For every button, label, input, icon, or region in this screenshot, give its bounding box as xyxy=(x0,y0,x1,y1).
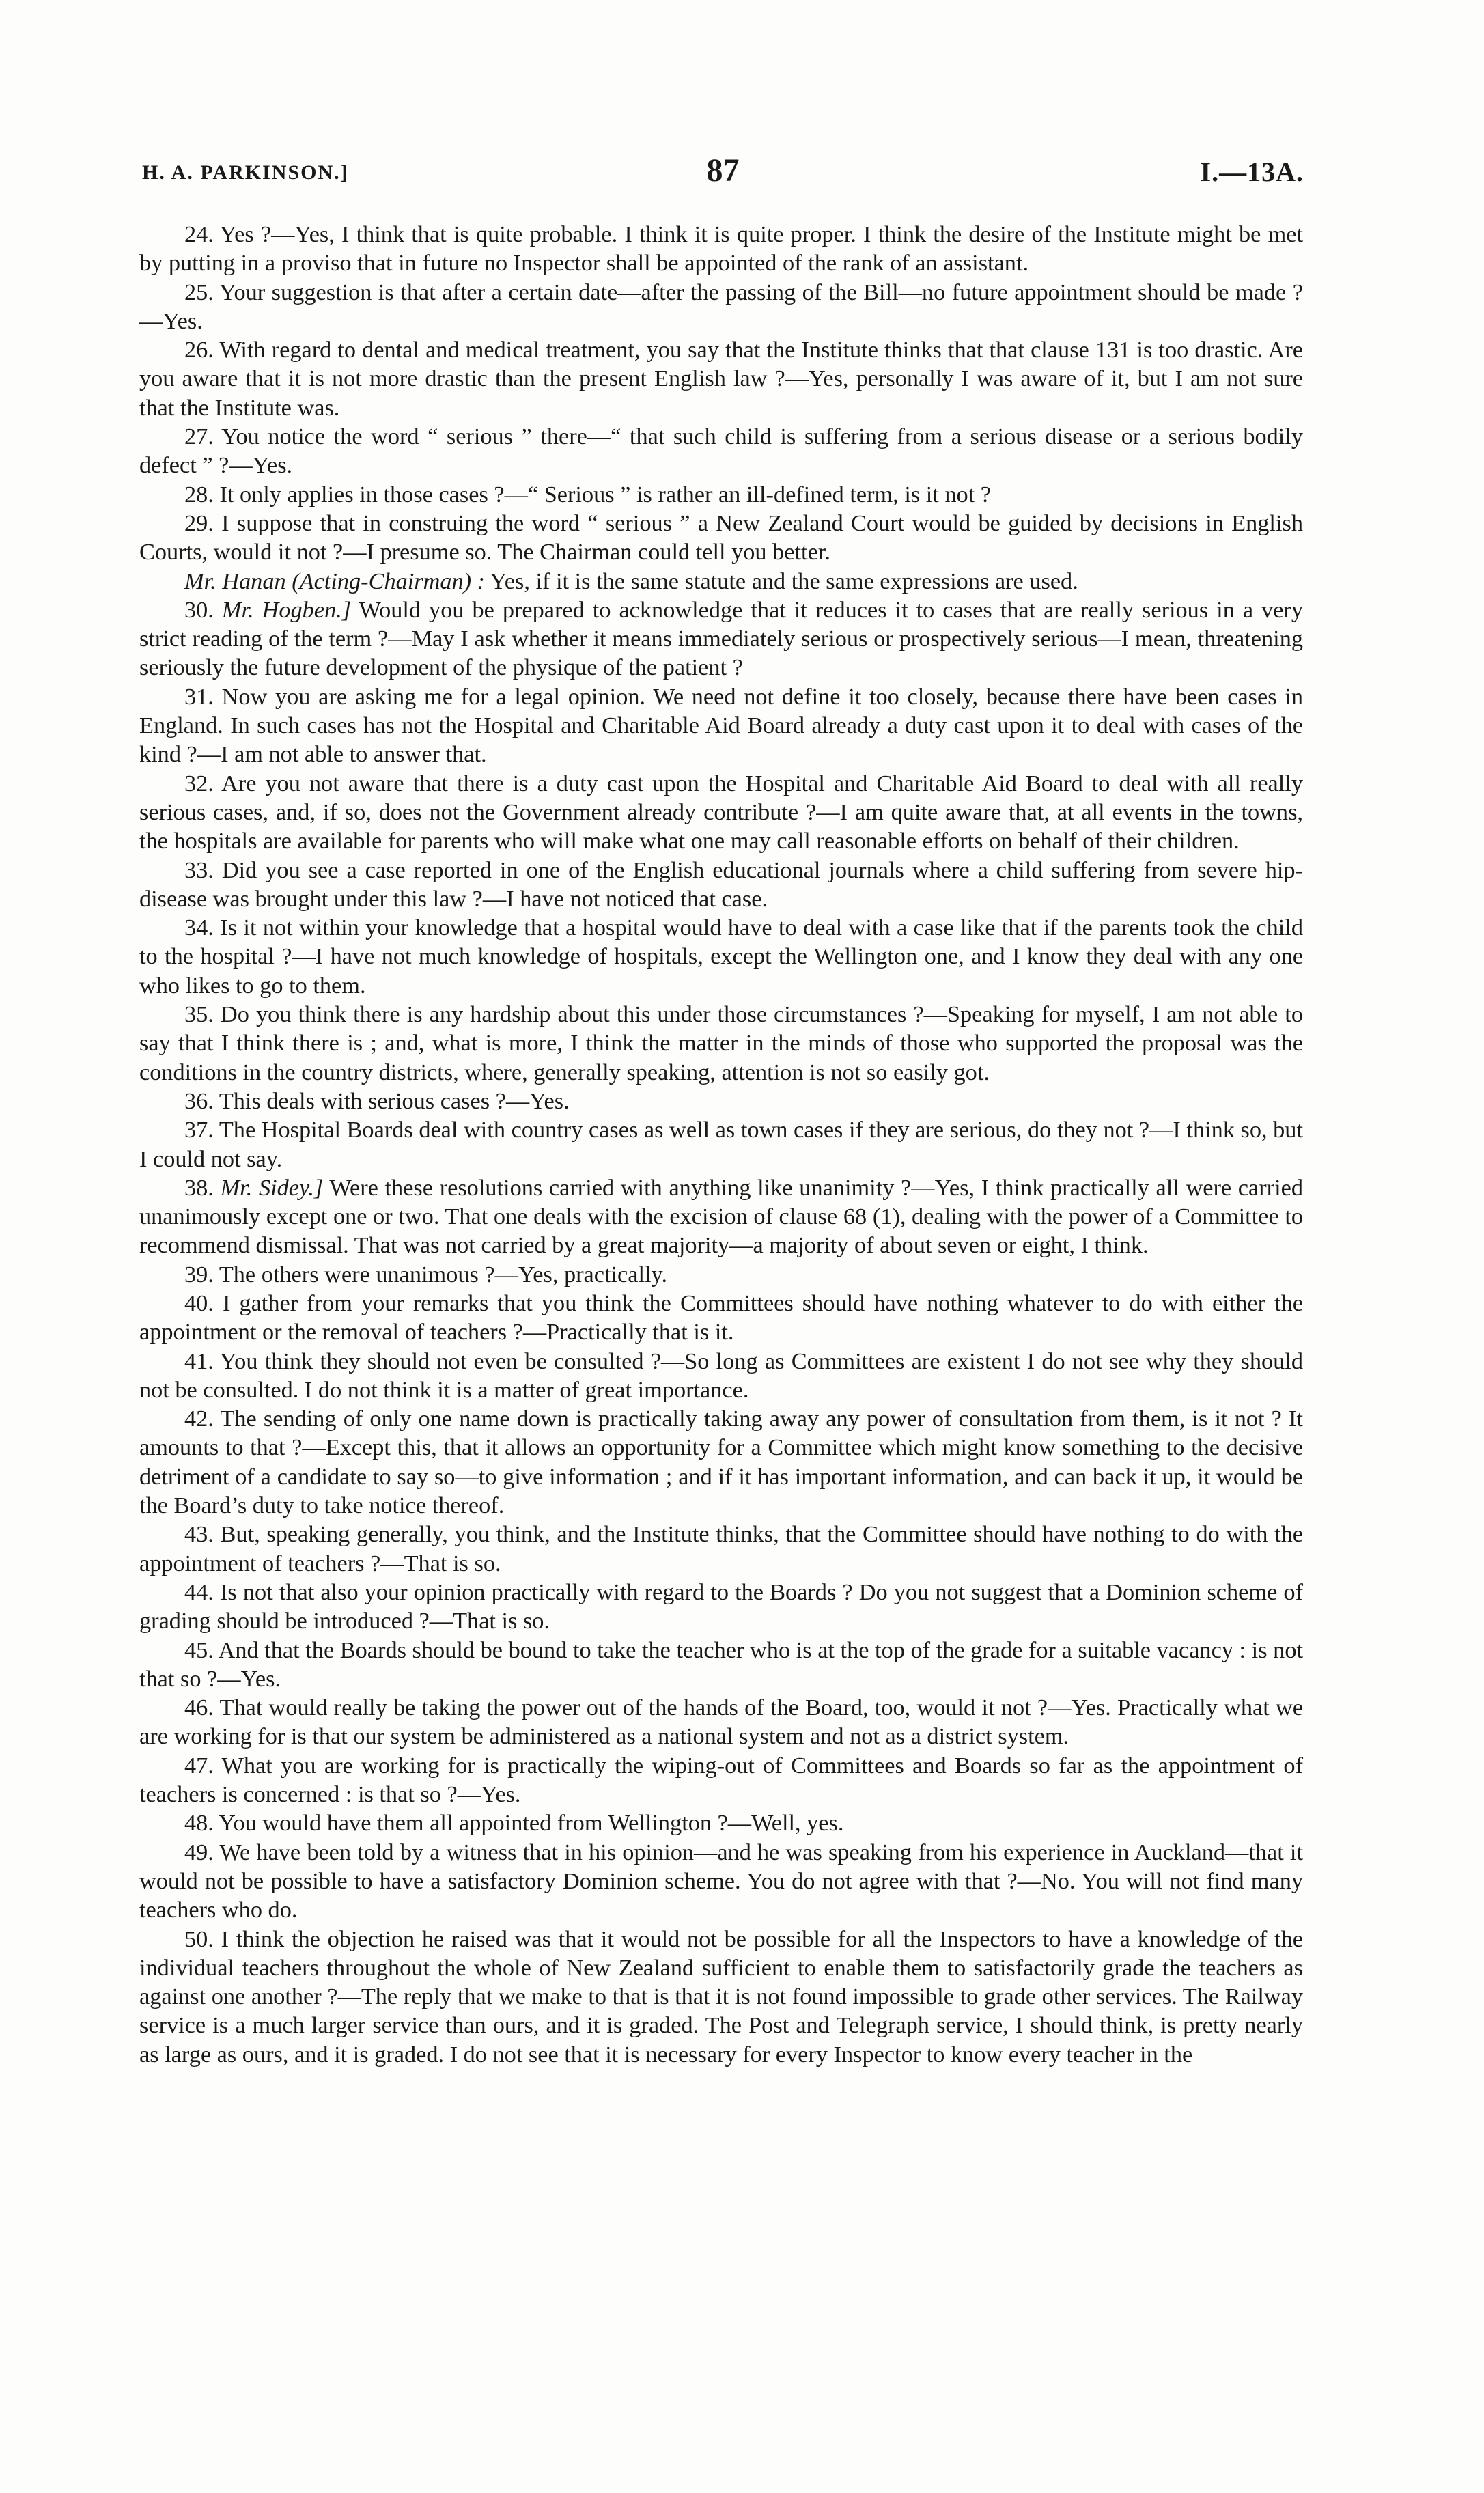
paragraph-text: 37. The Hospital Boards deal with country cases as well as town cases if they are serious, do they not ?—I think so, but I could not say. xyxy=(139,1117,1303,1172)
paragraph-text-continued: Would you be prepared to acknowledge that it reduces it to cases that are really serious in a very strict reading of the term ?—May I ask whether it means immediately serious or prospectively serious—I mean, threatening seriously the future development of the physique of the patient ? xyxy=(139,596,1303,681)
paragraph-text: 41. You think they should not even be consulted ?—So long as Committees are existent I do not see why they should not be consulted. I do not think it is a matter of great importance. xyxy=(139,1348,1303,1403)
testimony-paragraph xyxy=(139,278,1303,336)
paragraph-text: 46. That would really be taking the power out of the hands of the Board, too, would it not ?—Yes. Practically what we are working for is that our system be administered as a national system and not as a district system. xyxy=(139,1695,1303,1750)
paragraph-text: 44. Is not that also your opinion practically with regard to the Boards ? Do you not suggest that a Dominion scheme of grading should be introduced ?—That is so. xyxy=(139,1578,1303,1634)
paragraph-text: 24. Yes ?—Yes, I think that is quite probable. I think it is quite proper. I think the desire of the Institute might be met by putting in a proviso that in future no Inspector shall be appointed of the rank of an assistant. xyxy=(139,221,1303,277)
testimony-paragraph xyxy=(139,913,1303,1000)
paragraph-text: 45. And that the Boards should be bound to take the teacher who is at the top of the grade for a suitable vacancy : is not that so ?—Yes. xyxy=(139,1637,1303,1692)
testimony-paragraph xyxy=(139,1520,1303,1578)
testimony-paragraph xyxy=(139,1578,1303,1636)
testimony-paragraph xyxy=(139,1289,1303,1347)
paragraph-text: 49. We have been told by a witness that in his opinion—and he was speaking from his experience in Auckland—that it would not be possible to have a satisfactory Dominion scheme. You do not agree with that ?—No. You will not find many teachers who do. xyxy=(139,1839,1303,1923)
testimony-paragraph xyxy=(139,1000,1303,1087)
paragraph-text: 39. The others were unanimous ?—Yes, practically. xyxy=(184,1261,668,1287)
testimony-paragraph xyxy=(139,682,1303,769)
speaker-name: Mr. Hogben.] xyxy=(221,596,352,623)
testimony-body xyxy=(139,220,1303,2069)
page-number: 87 xyxy=(706,152,740,189)
paragraph-text: 27. You notice the word “ serious ” there—“ that such child is suffering from a serious disease or a serious bodily defect ” ?—Yes. xyxy=(139,423,1303,479)
paragraph-text-continued: Yes, if it is the same statute and the same expressions are used. xyxy=(485,568,1078,594)
paragraph-text: 31. Now you are asking me for a legal opinion. We need not define it too closely, because there have been cases in England. In such cases has not the Hospital and Charitable Aid Board already a duty cast upon it to deal with cases of the kind ?—I am not able to answer that. xyxy=(139,683,1303,768)
testimony-paragraph xyxy=(139,1751,1303,1809)
paragraph-text-continued: Were these resolutions carried with anything like unanimity ?—Yes, I think practically all were carried unanimously except one or two. That one deals with the excision of clause 68 (1), dealing with the power of a Committee to recommend dismissal. That was not carried by a great majority—a majority of about seven or eight, I think. xyxy=(139,1174,1303,1259)
testimony-paragraph xyxy=(139,422,1303,480)
testimony-paragraph xyxy=(139,856,1303,914)
testimony-paragraph xyxy=(139,1260,1303,1289)
testimony-paragraph xyxy=(139,1693,1303,1751)
paragraph-text: 26. With regard to dental and medical treatment, you say that the Institute thinks that that clause 131 is too drastic. Are you aware that it is not more drastic than the present English law ?—Yes, personally I was aware of it, but I am not sure that the Institute was. xyxy=(139,337,1303,421)
witness-name: H. A. PARKINSON.] xyxy=(142,161,349,184)
testimony-paragraph xyxy=(139,596,1303,682)
speaker-name: Mr. Hanan (Acting-Chairman) : xyxy=(184,568,486,594)
paragraph-text: 36. This deals with serious cases ?—Yes. xyxy=(184,1087,570,1114)
testimony-paragraph xyxy=(139,1173,1303,1260)
testimony-paragraph xyxy=(139,480,1303,509)
testimony-paragraph xyxy=(139,335,1303,422)
paragraph-text: 42. The sending of only one name down is practically taking away any power of consultation from them, is it not ? It amounts to that ?—Except this, that it allows an opportunity for a Committee which might know something to the decisive detriment of a candidate to say so—to give information ; and if it has important information, and can back it up, it would be the Board’s duty to take notice thereof. xyxy=(139,1406,1303,1519)
paper-reference: I.—13A. xyxy=(1200,156,1304,187)
paragraph-text: 25. Your suggestion is that after a certain date—after the passing of the Bill—no future appointment should be made ?—Yes. xyxy=(139,279,1303,334)
paragraph-text: 40. I gather from your remarks that you think the Committees should have nothing whatever to do with either the appointment or the removal of teachers ?—Practically that is it. xyxy=(139,1290,1303,1346)
paragraph-text: 29. I suppose that in construing the word “ serious ” a New Zealand Court would be guided by decisions in English Courts, would it not ?—I presume so. The Chairman could tell you better. xyxy=(139,510,1303,566)
testimony-paragraph xyxy=(139,769,1303,856)
testimony-paragraph xyxy=(139,1838,1303,1925)
paragraph-text: 47. What you are working for is practically the wiping-out of Committees and Boards so far as the appointment of teachers is concerned : is that so ?—Yes. xyxy=(139,1752,1303,1808)
testimony-paragraph xyxy=(139,1925,1303,2069)
testimony-paragraph xyxy=(139,1809,1303,1837)
paragraph-text: 28. It only applies in those cases ?—“ Serious ” is rather an ill-defined term, is it not ? xyxy=(184,481,992,507)
testimony-paragraph xyxy=(139,509,1303,567)
testimony-paragraph xyxy=(139,1636,1303,1694)
paragraph-text: 30. xyxy=(184,596,222,623)
testimony-paragraph xyxy=(139,1087,1303,1115)
paragraph-text: 35. Do you think there is any hardship about this under those circumstances ?—Speaking for myself, I am not able to say that I think there is ; and, what is more, I think the matter in the minds of those who supported the proposal was the conditions in the country districts, where, generally speaking, attention is not so easily got. xyxy=(139,1001,1303,1085)
testimony-paragraph xyxy=(139,1404,1303,1520)
paragraph-text: 43. But, speaking generally, you think, and the Institute thinks, that the Committee should have nothing to do with the appointment of teachers ?—That is so. xyxy=(139,1521,1303,1576)
paragraph-text: 33. Did you see a case reported in one of the English educational journals where a child suffering from severe hip-disease was brought under this law ?—I have not noticed that case. xyxy=(139,856,1303,912)
paragraph-text: 34. Is it not within your knowledge that a hospital would have to deal with a case like that if the parents took the child to the hospital ?—I have not much knowledge of hospitals, except the Wellington one, and I know they deal with any one who likes to go to them. xyxy=(139,915,1303,999)
testimony-paragraph xyxy=(139,567,1303,596)
testimony-paragraph xyxy=(139,220,1303,278)
paragraph-text: 48. You would have them all appointed from Wellington ?—Well, yes. xyxy=(184,1810,844,1837)
paragraph-text: 32. Are you not aware that there is a duty cast upon the Hospital and Charitable Aid Board to deal with all really serious cases, and, if so, does not the Government already contribute ?—I am quite aware that, at all events in the towns, the hospitals are available for parents who will make what one may call reasonable efforts on behalf of their children. xyxy=(139,770,1303,854)
speaker-name: Mr. Sidey.] xyxy=(220,1174,324,1201)
testimony-paragraph xyxy=(139,1115,1303,1173)
paragraph-text: 50. I think the objection he raised was that it would not be possible for all the Inspectors to have a knowledge of the individual teachers throughout the whole of New Zealand sufficient to enable them to satisfactorily grade the teachers as against one another ?—The reply that we make to that is that it is not found impossible to grade other services. The Railway service is a much larger service than ours, and it is graded. The Post and Telegraph service, I should think, is pretty nearly as large as ours, and it is graded. I do not see that it is necessary for every Inspector to know every teacher in the xyxy=(139,1925,1303,2067)
paragraph-text: 38. xyxy=(184,1174,221,1201)
page-header xyxy=(142,152,1304,193)
testimony-paragraph xyxy=(139,1347,1303,1405)
